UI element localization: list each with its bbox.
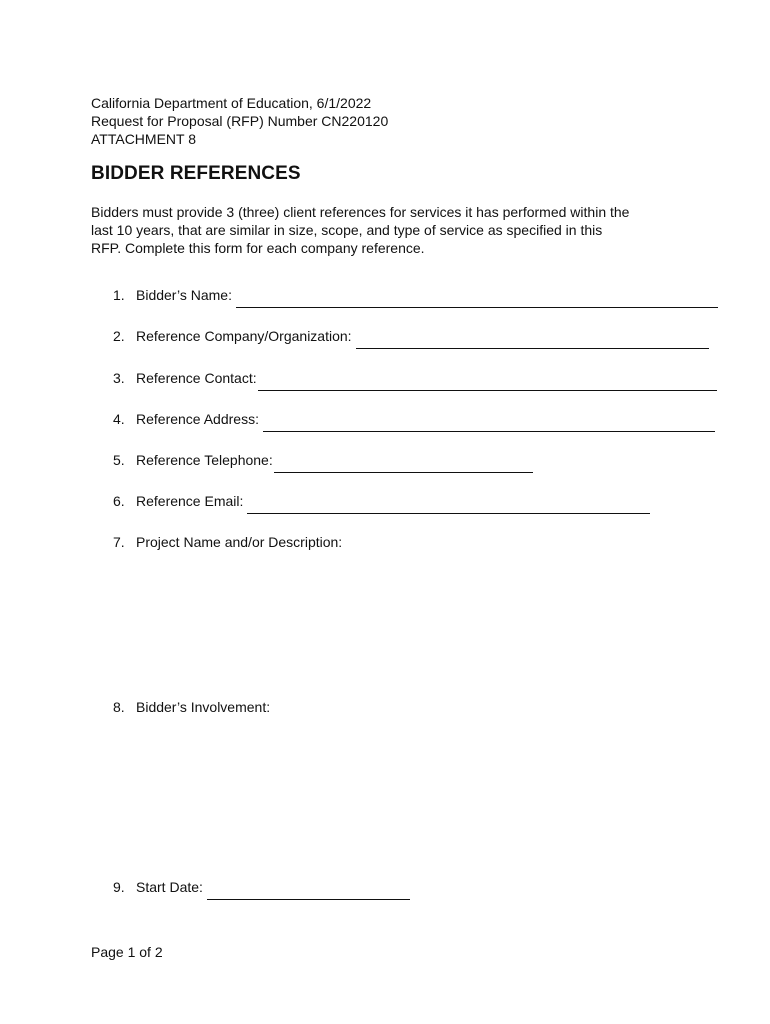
project-description-area[interactable] [136,556,726,686]
field-number: 3. [113,370,125,386]
field-number: 6. [113,493,125,509]
field-number: 8. [113,699,125,715]
start-date-input[interactable] [207,885,410,900]
field-label: Start Date: [136,879,203,895]
intro-line: Bidders must provide 3 (three) client references for services it has performed within the [91,204,630,220]
intro-line: last 10 years, that are similar in size, scope, and type of service as specified in this [91,222,603,238]
form-field-reference-telephone [113,451,533,469]
reference-company-input[interactable] [356,334,709,349]
header-attachment-line: ATTACHMENT 8 [91,131,197,147]
bidders-name-input[interactable] [236,293,718,308]
field-number: 2. [113,328,125,344]
field-number: 7. [113,534,125,550]
header-rfp-line: Request for Proposal (RFP) Number CN220120 [91,113,389,129]
field-label: Reference Company/Organization: [136,328,352,344]
intro-line: RFP. Complete this form for each company reference. [91,240,425,256]
form-field-reference-contact [113,369,717,387]
intro-paragraph [91,203,691,257]
field-label: Bidder’s Involvement: [136,699,271,715]
header-agency-line: California Department of Education, 6/1/2022 [91,95,372,111]
reference-contact-input[interactable] [258,376,717,391]
field-label: Bidder’s Name: [136,287,232,303]
page-title: BIDDER REFERENCES [91,163,301,184]
form-field-bidders-involvement [113,698,270,716]
form-field-reference-address [113,410,715,428]
field-number: 9. [113,879,125,895]
field-number: 5. [113,452,125,468]
form-field-reference-company [113,327,709,345]
bidders-involvement-area[interactable] [136,722,726,867]
field-label: Reference Email: [136,493,244,509]
reference-address-input[interactable] [263,417,715,432]
field-label: Reference Contact: [136,370,257,386]
form-field-bidders-name [113,286,718,304]
form-field-start-date [113,878,410,896]
field-number: 1. [113,287,125,303]
field-label: Reference Telephone: [136,452,273,468]
field-label: Project Name and/or Description: [136,534,343,550]
field-label: Reference Address: [136,411,259,427]
form-field-reference-email [113,492,650,510]
page-number: Page 1 of 2 [91,944,163,960]
reference-email-input[interactable] [247,499,650,514]
field-number: 4. [113,411,125,427]
form-field-project-description [113,533,342,551]
reference-telephone-input[interactable] [274,458,533,473]
document-header [91,94,388,148]
